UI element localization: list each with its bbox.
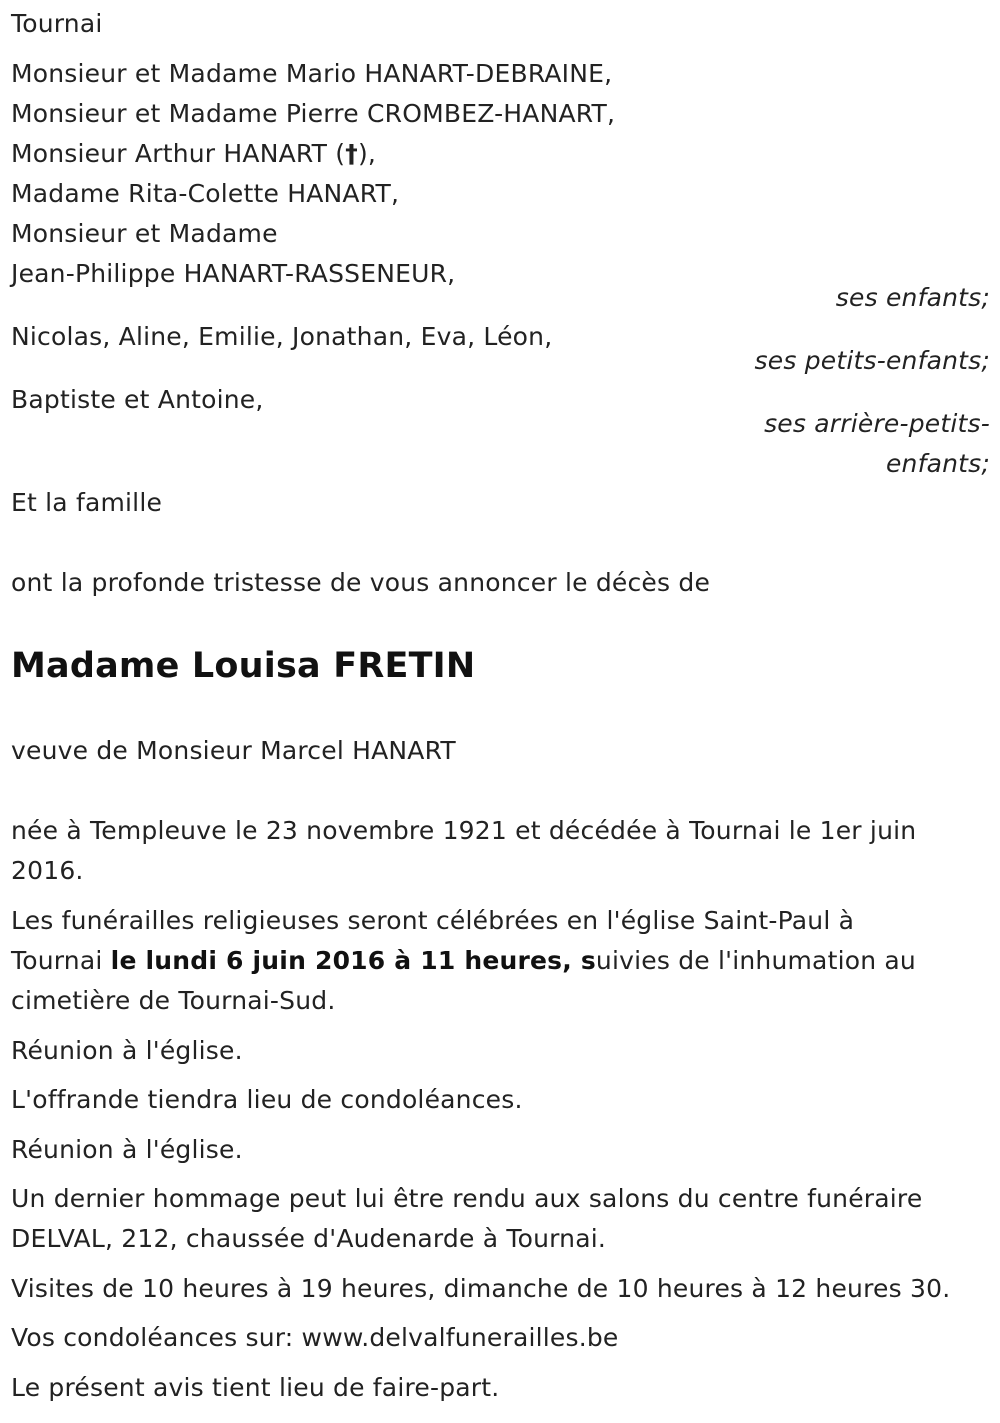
funeral-line-3: cimetière de Tournai-Sud. (11, 986, 336, 1015)
offering: L'offrande tiendra lieu de condoléances. (11, 1085, 523, 1114)
notice: Le présent avis tient lieu de faire-part. (11, 1373, 500, 1402)
tribute-line-2: DELVAL, 212, chaussée d'Audenarde à Tournai. (11, 1224, 607, 1253)
birth-death-line-2: 2016. (11, 856, 84, 885)
grandchildren-role: ses petits-enfants; (754, 346, 990, 375)
great-grandchildren-role-1: ses arrière-petits- (764, 409, 990, 438)
visits: Visites de 10 heures à 19 heures, dimanche de 10 heures à 12 heures 30. (11, 1274, 951, 1303)
funeral-line-2-post: uivies de l'inhumation au (595, 946, 916, 975)
child-line-3-text: Monsieur Arthur HANART ( (11, 139, 346, 168)
meeting-2: Réunion à l'église. (11, 1135, 243, 1164)
meeting-1: Réunion à l'église. (11, 1036, 243, 1065)
announcement: ont la profonde tristesse de vous annoncer le décès de (11, 568, 711, 597)
child-line-4: Madame Rita-Colette HANART, (11, 179, 400, 208)
funeral-line-1: Les funérailles religieuses seront célébrées en l'église Saint-Paul à (11, 906, 855, 935)
grandchildren: Nicolas, Aline, Emilie, Jonathan, Eva, Léon, (11, 322, 553, 351)
children-role: ses enfants; (835, 283, 990, 312)
deceased-name: Madame Louisa FRETIN (11, 646, 476, 686)
city: Tournai (11, 9, 103, 38)
condolences-link[interactable]: www.delvalfunerailles.be (301, 1323, 619, 1352)
extended-family: Et la famille (11, 488, 163, 517)
condolences-prefix: Vos condoléances sur: (11, 1323, 302, 1352)
funeral-line-2 (11, 946, 916, 976)
child-line-3 (11, 139, 376, 169)
child-line-2: Monsieur et Madame Pierre CROMBEZ-HANART, (11, 99, 616, 128)
funeral-date-time: le lundi 6 juin 2016 à 11 heures, s (110, 946, 596, 975)
child-line-1: Monsieur et Madame Mario HANART-DEBRAINE, (11, 59, 613, 88)
child-line-3-close: ), (357, 139, 377, 168)
child-line-5: Monsieur et Madame (11, 219, 278, 248)
condolences (11, 1323, 619, 1353)
birth-death-line-1: née à Templeuve le 23 novembre 1921 et décédée à Tournai le 1er juin (11, 816, 917, 845)
child-line-6: Jean-Philippe HANART-RASSENEUR, (11, 259, 456, 288)
funeral-line-2-pre: Tournai (11, 946, 111, 975)
tribute-line-1: Un dernier hommage peut lui être rendu aux salons du centre funéraire (11, 1184, 923, 1213)
widow-of: veuve de Monsieur Marcel HANART (11, 736, 456, 765)
great-grandchildren-role-2: enfants; (885, 449, 990, 478)
great-grandchildren: Baptiste et Antoine, (11, 385, 264, 414)
cross-icon: † (345, 139, 358, 168)
